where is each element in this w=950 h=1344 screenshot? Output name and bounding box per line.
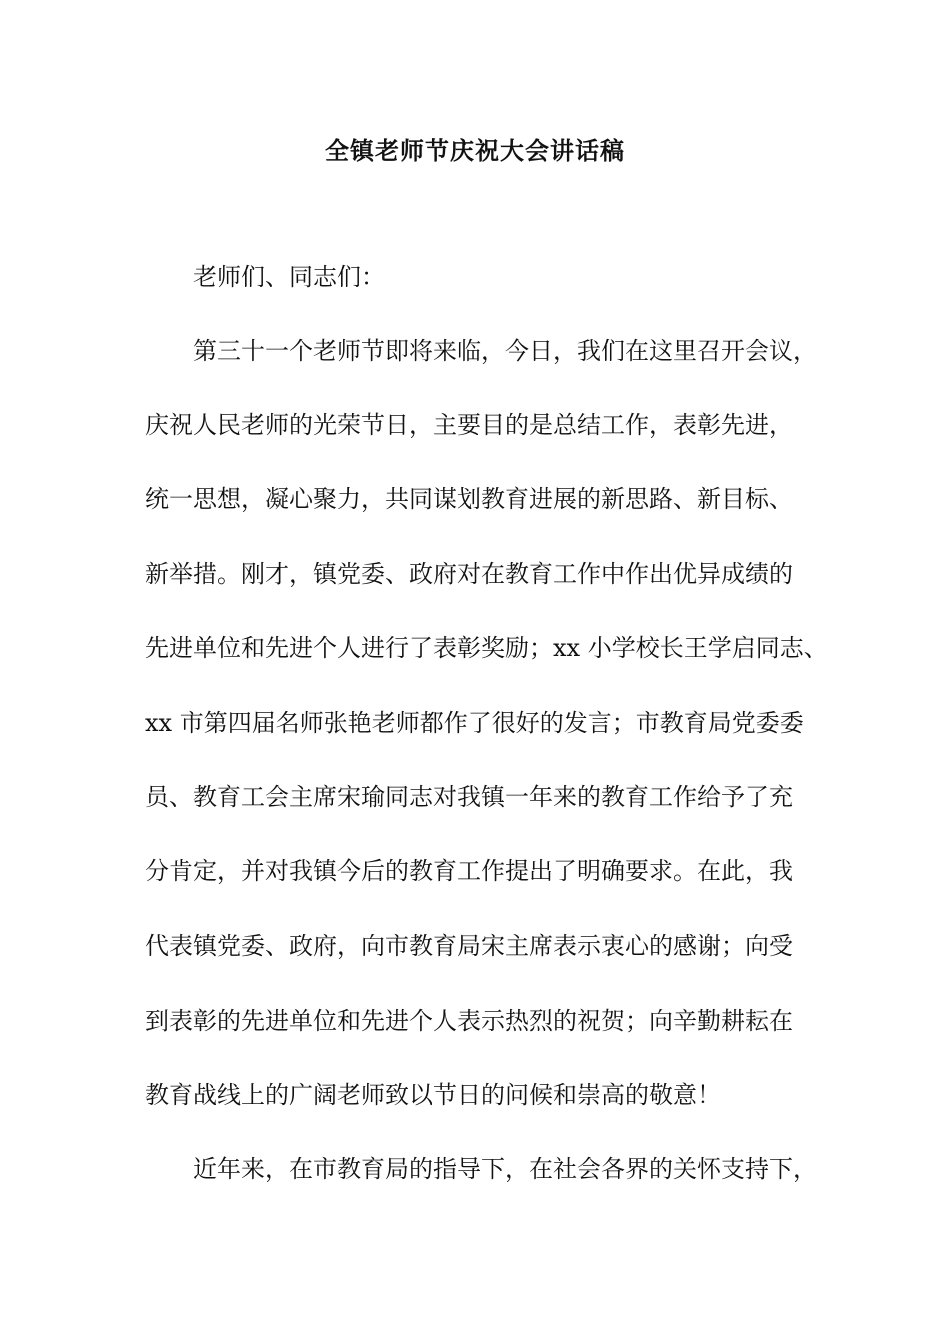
body-line: 第三十一个老师节即将来临，今日，我们在这里召开会议， [193, 337, 817, 365]
body-line: 员、教育工会主席宋瑜同志对我镇一年来的教育工作给予了充 [145, 783, 793, 811]
body-line: 庆祝人民老师的光荣节日，主要目的是总结工作，表彰先进， [145, 411, 793, 439]
body-line: 近年来，在市教育局的指导下，在社会各界的关怀支持下， [193, 1155, 817, 1183]
document-title: 全镇老师节庆祝大会讲话稿 [325, 136, 625, 165]
body-line: 先进单位和先进个人进行了表彰奖励；xx 小学校长王学启同志、 [145, 634, 828, 662]
body-line: 新举措。刚才，镇党委、政府对在教育工作中作出优异成绩的 [145, 560, 793, 588]
body-line: 分肯定，并对我镇今后的教育工作提出了明确要求。在此，我 [145, 857, 793, 885]
body-line: 到表彰的先进单位和先进个人表示热烈的祝贺；向辛勤耕耘在 [145, 1007, 793, 1035]
body-line: 统一思想，凝心聚力，共同谋划教育进展的新思路、新目标、 [145, 485, 793, 513]
body-line: 教育战线上的广阔老师致以节日的问候和崇高的敬意！ [145, 1081, 721, 1109]
body-line: xx 市第四届名师张艳老师都作了很好的发言；市教育局党委委 [145, 709, 804, 737]
body-line: 代表镇党委、政府，向市教育局宋主席表示衷心的感谢；向受 [145, 932, 793, 960]
salutation-line: 老师们、同志们： [193, 263, 385, 291]
